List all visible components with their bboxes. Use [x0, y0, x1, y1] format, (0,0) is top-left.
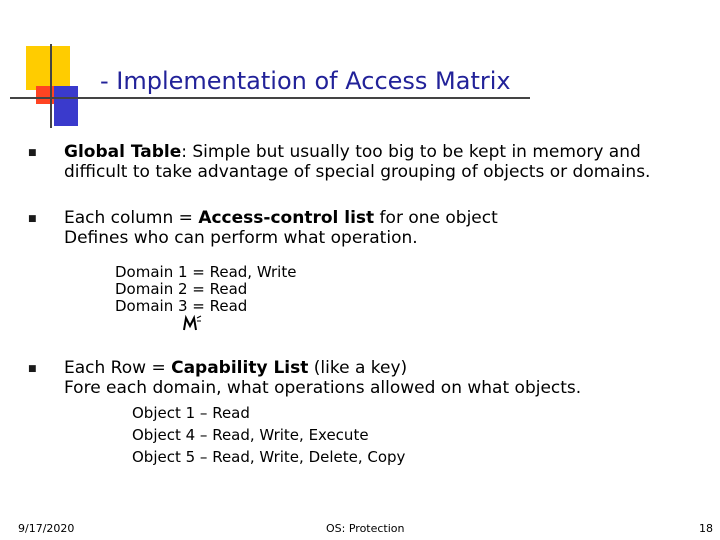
object-list: [132, 402, 405, 468]
domain-item: Domain 3 = Read: [115, 297, 248, 315]
bullet-pre: Each Row =: [64, 358, 172, 378]
footer-date: 9/17/2020: [18, 522, 75, 535]
square-bullet-icon: ■: [28, 148, 37, 158]
domain-list: [115, 264, 296, 315]
decor-blue-square: [54, 86, 78, 126]
object-item: Object 1 – Read: [132, 404, 250, 422]
bullet-global-table: [64, 142, 650, 182]
slide-title: - Implementation of Access Matrix: [100, 67, 511, 95]
bullet-text: for one object: [374, 208, 498, 228]
square-bullet-icon: ■: [28, 364, 37, 374]
bullet-access-control-list: [64, 208, 498, 248]
bullet-bold: Capability List: [171, 358, 309, 378]
cursor-icon: [182, 314, 202, 332]
domain-item: Domain 1 = Read, Write: [115, 263, 297, 281]
bullet-line2: Defines who can perform what operation.: [64, 228, 418, 248]
bullet-pre: Each column =: [64, 208, 199, 228]
decor-yellow-square: [26, 46, 70, 90]
domain-item: Domain 2 = Read: [115, 280, 248, 298]
bullet-capability-list: [64, 358, 581, 398]
page-number: 18: [699, 522, 713, 535]
object-item: Object 5 – Read, Write, Delete, Copy: [132, 448, 406, 466]
bullet-text: : Simple but usually too big to be kept in memory and: [181, 142, 641, 162]
footer-title: OS: Protection: [326, 522, 405, 535]
bullet-bold: Access-control list: [198, 208, 375, 228]
title-underline: [10, 97, 530, 99]
square-bullet-icon: ■: [28, 214, 37, 224]
decor-vertical-line: [50, 44, 52, 128]
bullet-line2: difficult to take advantage of special grouping of objects or domains.: [64, 162, 651, 182]
bullet-text: (like a key): [308, 358, 408, 378]
bullet-bold: Global Table: [64, 142, 182, 162]
object-item: Object 4 – Read, Write, Execute: [132, 426, 369, 444]
bullet-line2: Fore each domain, what operations allowed on what objects.: [64, 378, 582, 398]
